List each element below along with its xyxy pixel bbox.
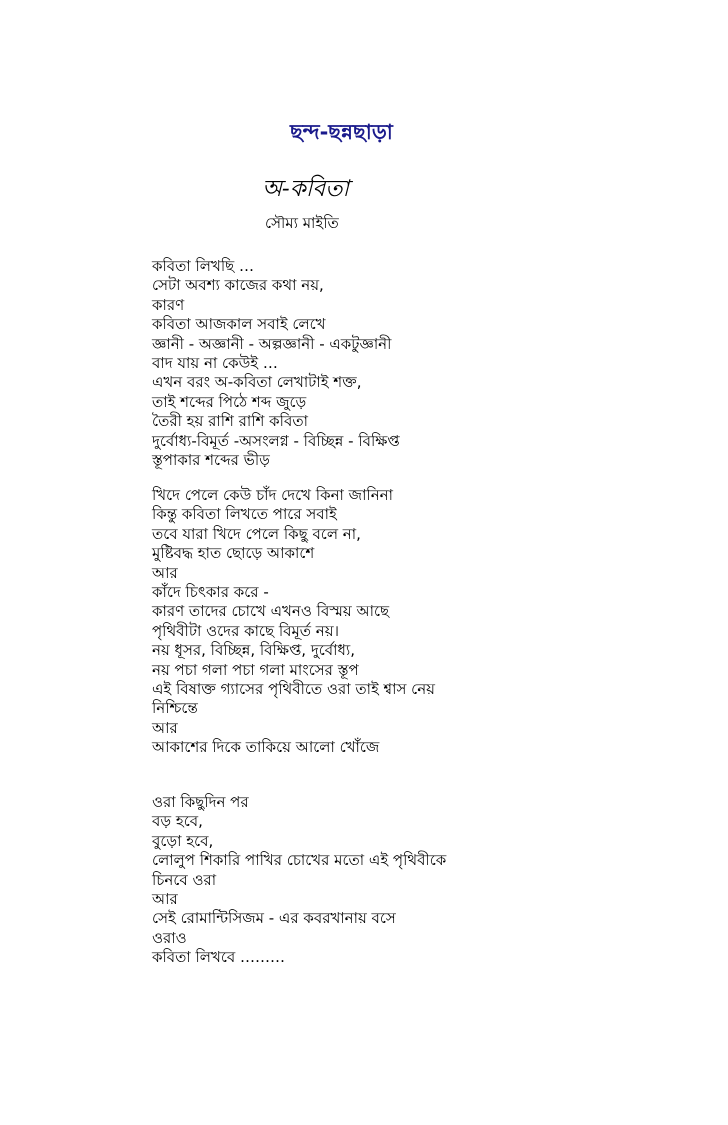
poem-line: দুর্বোধ্য-বিমূর্ত -অসংলগ্ন - বিচ্ছিন্ন - বিক্ষিপ্ত <box>152 431 400 450</box>
poem-line: বড় হবে, <box>152 812 203 831</box>
poem-line: এই বিষাক্ত গ্যাসের পৃথিবীতে ওরা তাই শ্বাস নেয় <box>152 679 435 698</box>
poem-line: কবিতা লিখছি … <box>152 257 254 275</box>
poem-line: আর <box>152 718 178 737</box>
stanza-2 <box>152 486 435 757</box>
poem-line: কিন্তু কবিতা লিখতে পারে সবাই <box>152 505 337 524</box>
poem-line: লোলুপ শিকারি পাখির চোখের মতো এই পৃথিবীকে <box>152 851 447 870</box>
poem-line: নিশ্চিন্তে <box>152 699 198 718</box>
poem-line: বাদ যায় না কেউই … <box>152 353 278 372</box>
stanza-3 <box>152 793 446 968</box>
poem-line: জ্ঞানী - অজ্ঞানী - অল্পজ্ঞানী - একটুজ্ঞানী <box>152 334 392 353</box>
poem-line: পৃথিবীটা ওদের কাছে বিমূর্ত নয়। <box>152 621 339 640</box>
poem-line: তৈরী হয় রাশি রাশি কবিতা <box>152 412 308 431</box>
poem-line: খিদে পেলে কেউ চাঁদ দেখে কিনা জানিনা <box>152 486 393 504</box>
poem-line: তবে যারা খিদে পেলে কিছু বলে না, <box>152 524 361 543</box>
poem-line: কবিতা আজকাল সবাই লেখে <box>152 315 326 334</box>
poem-line: নয় ধূসর, বিচ্ছিন্ন, বিক্ষিপ্ত, দুর্বোধ্য, <box>152 641 355 660</box>
poem-line: এখন বরং অ-কবিতা লেখাটাই শক্ত, <box>152 373 362 392</box>
author-name: সৌম্য মাইতি <box>265 214 339 232</box>
poem-line: কারণ <box>152 295 185 314</box>
poem-line: নয় পচা গলা পচা গলা মাংসের স্তূপ <box>152 660 359 679</box>
poem-line: চিনবে ওরা <box>152 870 217 889</box>
poem-line: মুষ্টিবদ্ধ হাত ছোড়ে আকাশে <box>152 544 315 563</box>
poem-line: স্তূপাকার শব্দের ভীড় <box>152 450 270 469</box>
poem-line: তাই শব্দের পিঠে শব্দ জুড়ে <box>152 392 307 411</box>
stanza-1 <box>152 257 400 470</box>
series-title: ছন্দ-ছন্নছাড়া <box>290 120 393 144</box>
poem-title: অ-কবিতা <box>262 176 350 202</box>
poem-line: সেটা অবশ্য কাজের কথা নয়, <box>152 276 324 295</box>
poem-line: আর <box>152 889 178 908</box>
poem-line: সেই রোমান্টিসিজম - এর কবরখানায় বসে <box>152 909 396 928</box>
poem-line: বুড়ো হবে, <box>152 831 214 850</box>
poem-line: আর <box>152 563 178 582</box>
poem-line: কারণ তাদের চোখে এখনও বিস্ময় আছে <box>152 602 390 621</box>
poem-line: কাঁদে চিৎকার করে - <box>152 582 269 601</box>
poem-line: ওরা কিছুদিন পর <box>152 793 249 811</box>
poem-line: আকাশের দিকে তাকিয়ে আলো খোঁজে <box>152 738 380 757</box>
poem-line: ওরাও <box>152 928 187 947</box>
poem-line: কবিতা লিখবে ……… <box>152 948 285 967</box>
